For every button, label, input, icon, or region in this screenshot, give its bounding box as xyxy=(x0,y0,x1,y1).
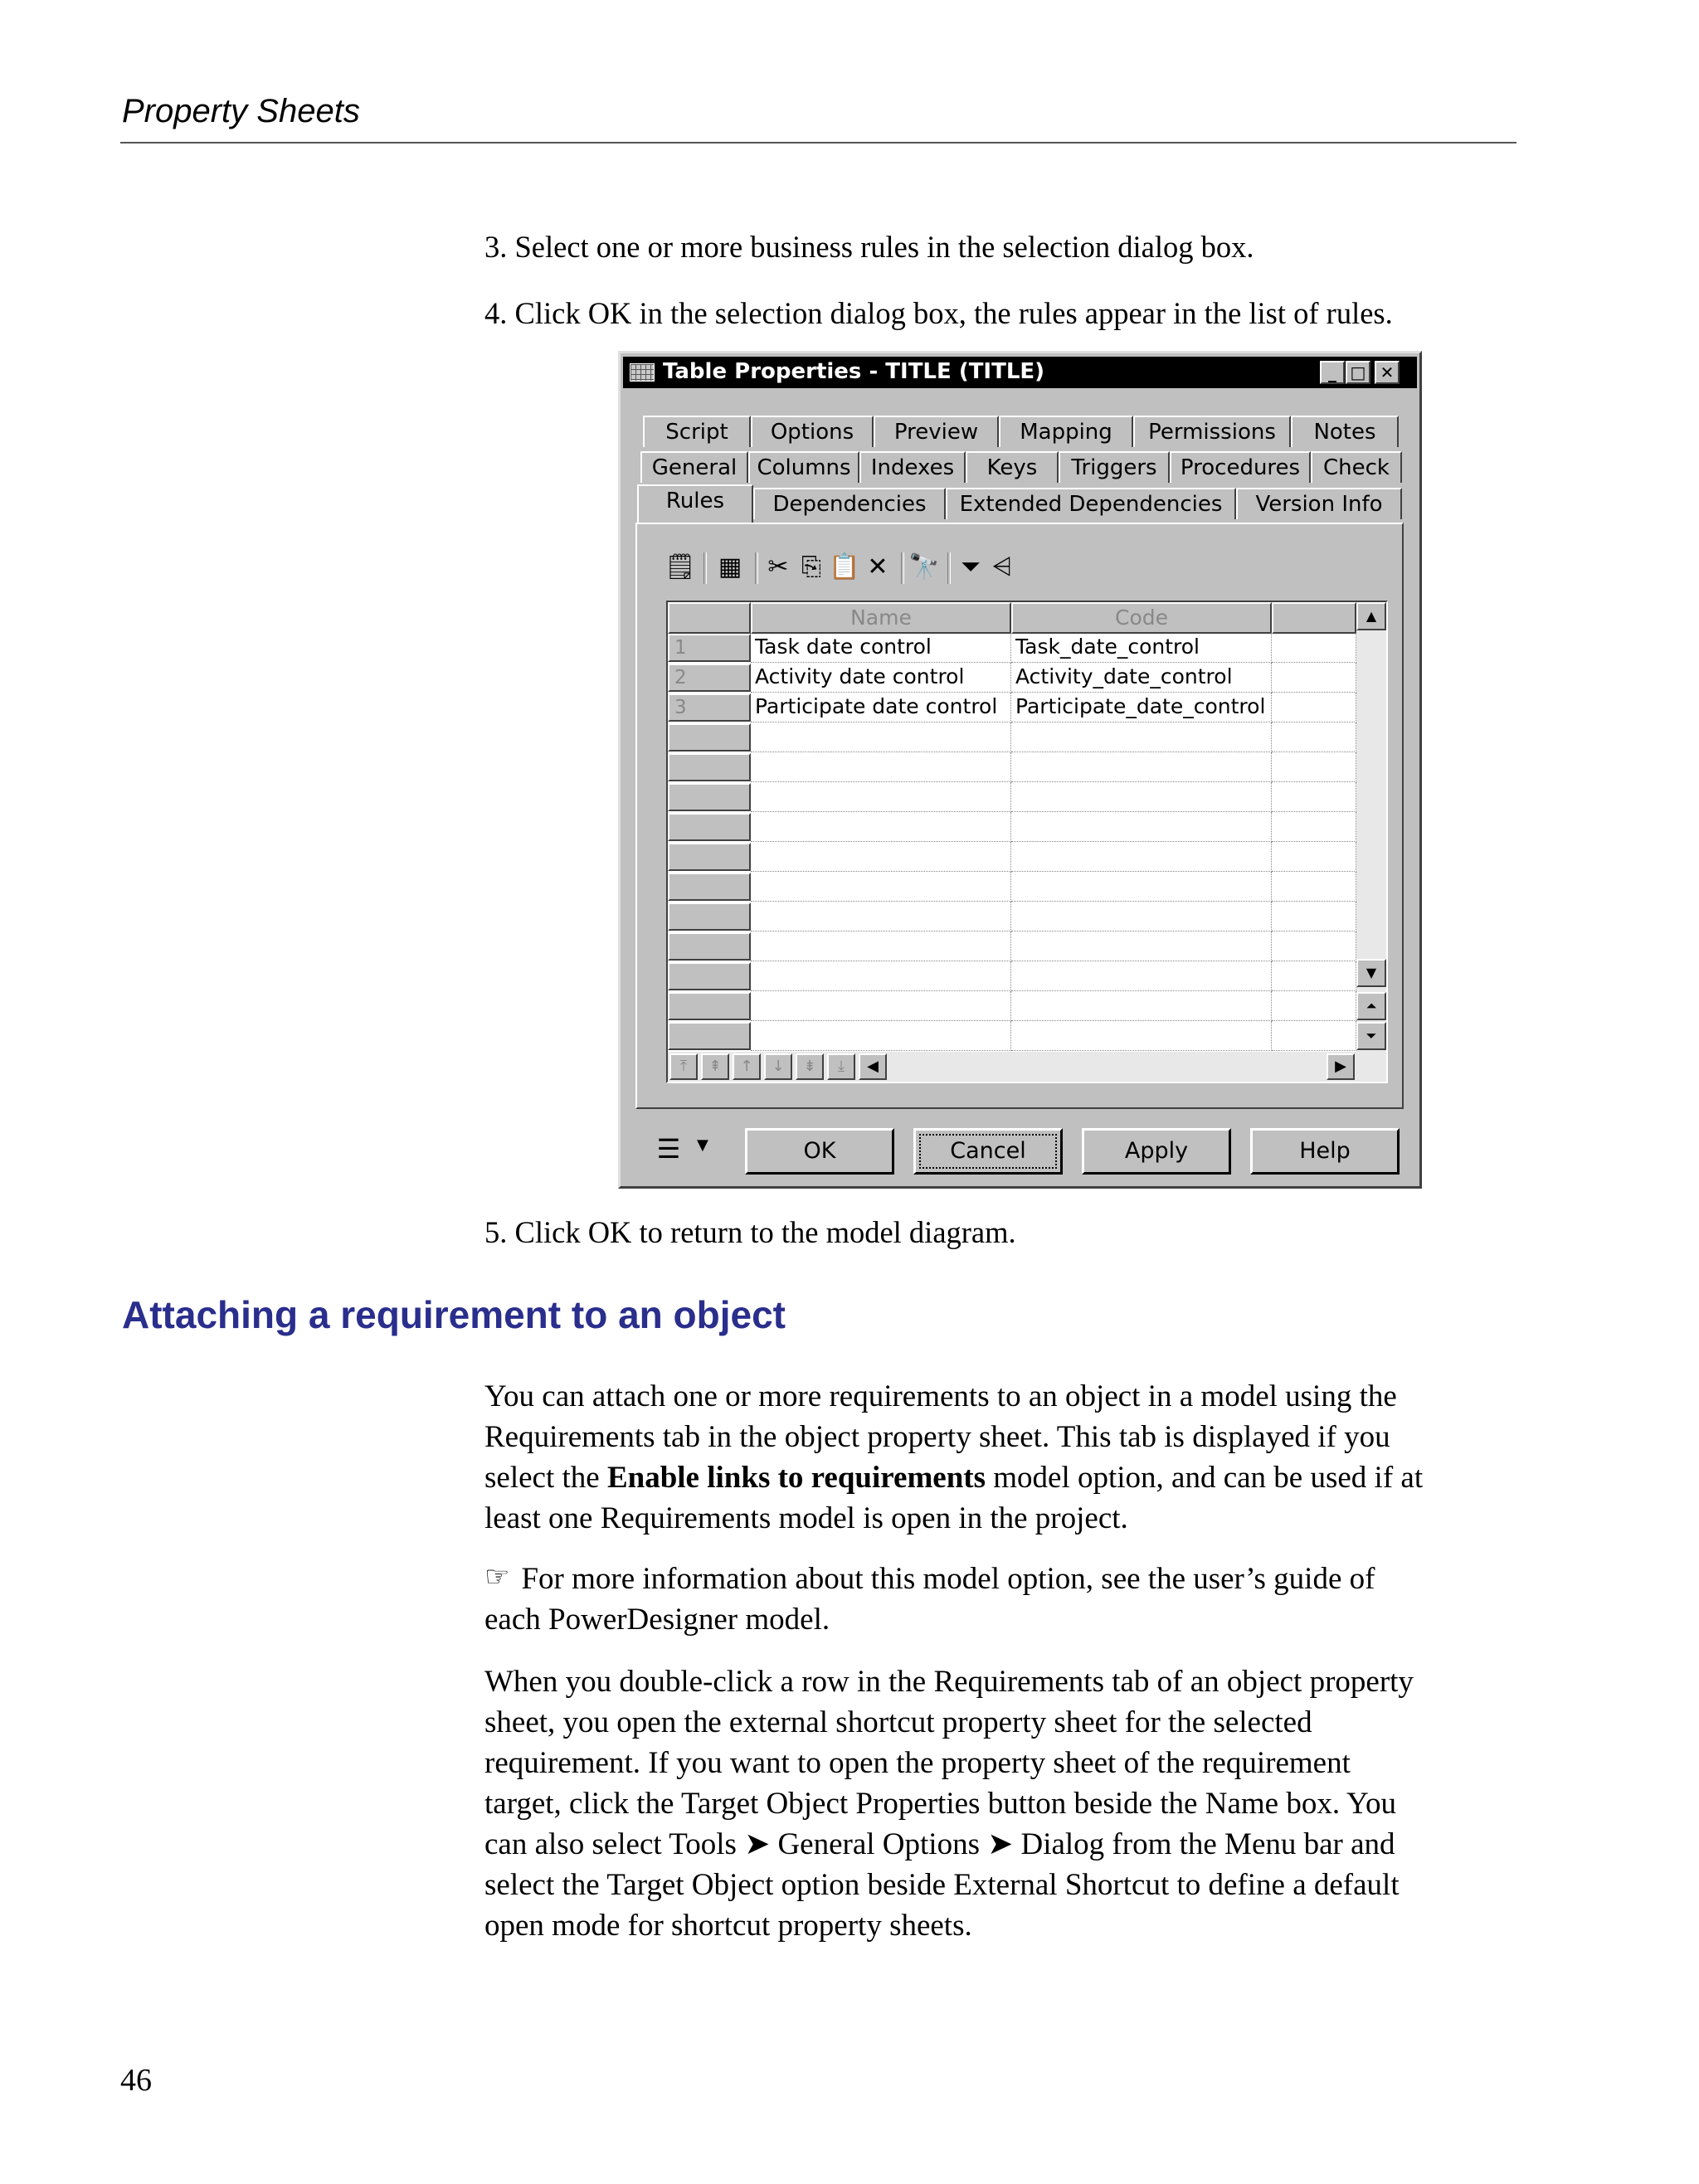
tab-indexes[interactable]: Indexes xyxy=(859,451,966,483)
cell-extra[interactable] xyxy=(1272,752,1356,782)
scroll-left-icon[interactable]: ◀ xyxy=(859,1053,887,1080)
cancel-button[interactable]: Cancel xyxy=(913,1128,1063,1175)
tab-triggers[interactable]: Triggers xyxy=(1059,451,1170,483)
running-header: Property Sheets xyxy=(122,93,360,129)
cell-code[interactable] xyxy=(1011,1021,1272,1051)
tab-script[interactable]: Script xyxy=(643,416,751,447)
cell-code[interactable] xyxy=(1011,842,1272,872)
cell-name[interactable] xyxy=(751,842,1011,872)
cut-icon[interactable]: ✂ xyxy=(767,552,789,581)
move-down-icon[interactable]: ↓ xyxy=(764,1053,792,1080)
tab-general[interactable]: General xyxy=(640,451,748,483)
scroll-up-icon[interactable]: ▲ xyxy=(1356,602,1386,630)
cell-extra[interactable] xyxy=(1272,842,1356,872)
apply-button[interactable]: Apply xyxy=(1082,1128,1231,1175)
header-rule xyxy=(120,142,1516,143)
cell-name[interactable] xyxy=(751,812,1011,842)
cell-code[interactable]: Activity_date_control xyxy=(1011,663,1272,693)
row-number[interactable] xyxy=(668,992,751,1020)
tab-permissions[interactable]: Permissions xyxy=(1133,416,1291,447)
filter-icon[interactable]: ⏷ xyxy=(961,552,981,581)
row-number[interactable] xyxy=(668,932,751,961)
cell-extra[interactable] xyxy=(1272,931,1356,961)
scroll-right-icon[interactable]: ▶ xyxy=(1327,1053,1355,1080)
cell-extra[interactable] xyxy=(1272,872,1356,902)
paste-icon[interactable]: 📋 xyxy=(829,552,860,581)
tab-check[interactable]: Check xyxy=(1311,451,1402,483)
cell-code[interactable] xyxy=(1011,931,1272,961)
cell-code[interactable] xyxy=(1011,902,1272,931)
cell-extra[interactable] xyxy=(1272,961,1356,991)
tab-mapping[interactable]: Mapping xyxy=(999,416,1133,447)
text-run: model option, and can be used if at xyxy=(986,1461,1424,1495)
maximize-button[interactable]: □ xyxy=(1346,361,1370,384)
tab-columns[interactable]: Columns xyxy=(748,451,859,483)
tab-notes[interactable]: Notes xyxy=(1291,416,1399,447)
text-line: You can attach one or more requirements to an object in a model using the xyxy=(484,1379,1397,1413)
find-icon[interactable]: 🔭 xyxy=(908,552,940,581)
step-3: 3. Select one or more business rules in the selection dialog box. xyxy=(484,230,1254,264)
cell-name[interactable]: Activity date control xyxy=(751,663,1011,693)
toolbar-separator xyxy=(901,552,904,584)
paragraph-double-click xyxy=(484,1661,1521,1946)
dialog-titlebar xyxy=(623,357,1417,388)
text-line: When you double-click a row in the Requirements tab of an object property xyxy=(484,1665,1414,1699)
row-number[interactable] xyxy=(668,873,751,901)
text-line: least one Requirements model is open in the project. xyxy=(484,1501,1128,1535)
grid-corner xyxy=(668,602,751,634)
text-line: target, click the Target Object Properties button beside the Name box. You xyxy=(484,1787,1396,1821)
cell-name[interactable] xyxy=(751,991,1011,1021)
move-bottom-icon[interactable]: ⤓ xyxy=(827,1053,855,1080)
move-top-icon[interactable]: ⤒ xyxy=(669,1053,698,1080)
close-button[interactable]: ✕ xyxy=(1375,361,1400,384)
row-number[interactable] xyxy=(668,753,751,781)
row-number[interactable] xyxy=(668,723,751,752)
copy-icon[interactable]: ⎘ xyxy=(801,552,821,581)
column-header-code[interactable]: Code xyxy=(1011,602,1272,634)
step-4: 4. Click OK in the selection dialog box, the rules appear in the list of rules. xyxy=(484,296,1393,330)
cell-name[interactable]: Participate date control xyxy=(751,693,1011,722)
text-line: requirement. If you want to open the property sheet of the requirement xyxy=(484,1746,1351,1780)
properties-icon[interactable]: 🗒 xyxy=(664,552,697,581)
cell-code[interactable]: Participate_date_control xyxy=(1011,693,1272,722)
pointing-hand-icon: ☞ xyxy=(484,1562,510,1593)
tab-dependencies[interactable]: Dependencies xyxy=(753,488,946,519)
move-up-icon[interactable]: ↑ xyxy=(733,1053,761,1080)
row-number[interactable] xyxy=(668,902,751,931)
page-number: 46 xyxy=(120,2063,152,2098)
cell-extra[interactable] xyxy=(1272,1021,1356,1051)
cell-name[interactable] xyxy=(751,1021,1011,1051)
cell-extra[interactable] xyxy=(1272,812,1356,842)
row-number[interactable] xyxy=(668,813,751,841)
dropdown-arrow-icon[interactable]: ▼ xyxy=(697,1136,708,1154)
text-run: select the xyxy=(484,1461,607,1495)
tab-version-info[interactable]: Version Info xyxy=(1236,488,1402,519)
delete-icon[interactable]: ✕ xyxy=(867,552,888,581)
grid-bottom-bar xyxy=(668,1052,1356,1082)
column-header-extra xyxy=(1272,602,1356,634)
paragraph-requirements-tab xyxy=(484,1376,1521,1539)
row-number[interactable]: 2 xyxy=(668,664,751,692)
cell-name[interactable] xyxy=(751,782,1011,812)
add-rows-icon[interactable]: ▦ xyxy=(718,552,742,581)
list-menu-icon[interactable]: ☰ xyxy=(656,1133,681,1165)
cell-name[interactable] xyxy=(751,902,1011,931)
move-page-up-icon[interactable]: ⇞ xyxy=(701,1053,729,1080)
vertical-scrollbar[interactable] xyxy=(1356,602,1386,1082)
table-properties-dialog xyxy=(618,351,1422,1189)
cell-extra[interactable] xyxy=(1272,722,1356,752)
cell-extra[interactable] xyxy=(1272,633,1356,663)
row-number[interactable]: 1 xyxy=(668,634,751,662)
table-app-icon xyxy=(630,363,655,382)
text-line: can also select Tools ➤ General Options ➤ Dialog from the Menu bar and xyxy=(484,1827,1395,1861)
cell-extra[interactable] xyxy=(1272,902,1356,931)
cell-code[interactable] xyxy=(1011,782,1272,812)
tab-keys[interactable]: Keys xyxy=(966,451,1059,483)
cell-name[interactable] xyxy=(751,722,1011,752)
cell-name[interactable] xyxy=(751,961,1011,991)
row-number[interactable] xyxy=(668,1022,751,1050)
scroll-top-icon[interactable]: ⏶ xyxy=(1356,992,1386,1020)
rules-grid[interactable] xyxy=(666,601,1388,1083)
text-line: select the Target Object option beside External Shortcut to define a default xyxy=(484,1868,1400,1902)
cell-extra[interactable] xyxy=(1272,991,1356,1021)
text-line: Requirements tab in the object property sheet. This tab is displayed if you xyxy=(484,1420,1390,1454)
tab-options[interactable]: Options xyxy=(751,416,874,447)
dialog-title: Table Properties - TITLE (TITLE) xyxy=(663,359,1045,384)
cell-extra[interactable] xyxy=(1272,782,1356,812)
cell-name[interactable] xyxy=(751,752,1011,782)
scroll-down-icon[interactable]: ▼ xyxy=(1356,959,1386,987)
cell-code[interactable] xyxy=(1011,961,1272,991)
minimize-button[interactable]: _ xyxy=(1320,361,1345,384)
text-line: each PowerDesigner model. xyxy=(484,1603,830,1637)
tab-preview[interactable]: Preview xyxy=(874,416,999,447)
text-run: For more information about this model option, see the user’s guide of xyxy=(521,1562,1375,1596)
cell-code[interactable] xyxy=(1011,722,1272,752)
cell-extra[interactable] xyxy=(1272,663,1356,693)
tab-rules[interactable]: Rules xyxy=(637,484,753,523)
row-number[interactable] xyxy=(668,783,751,811)
section-heading: Attaching a requirement to an object xyxy=(122,1293,786,1336)
filter-settings-icon[interactable]: ⩤ xyxy=(992,552,1012,581)
note-paragraph xyxy=(484,1557,1521,1640)
cell-code[interactable]: Task_date_control xyxy=(1011,633,1272,663)
row-number[interactable]: 3 xyxy=(668,693,751,722)
tab-extended-dependencies[interactable]: Extended Dependencies xyxy=(946,488,1236,519)
row-number[interactable] xyxy=(668,962,751,990)
text-line xyxy=(484,1557,1521,1599)
text-line: sheet, you open the external shortcut property sheet for the selected xyxy=(484,1705,1312,1739)
option-name-bold: Enable links to requirements xyxy=(606,1461,986,1495)
toolbar-separator xyxy=(703,552,707,584)
row-number[interactable] xyxy=(668,843,751,871)
scroll-bottom-icon[interactable]: ⏷ xyxy=(1356,1022,1386,1050)
cell-name[interactable] xyxy=(751,931,1011,961)
ok-button[interactable]: OK xyxy=(745,1128,894,1175)
column-header-name[interactable]: Name xyxy=(751,602,1011,634)
cell-code[interactable] xyxy=(1011,812,1272,842)
text-line: open mode for shortcut property sheets. xyxy=(484,1909,972,1943)
toolbar-separator xyxy=(755,552,758,584)
cell-code[interactable] xyxy=(1011,872,1272,902)
cell-name[interactable]: Task date control xyxy=(751,633,1011,663)
step-5: 5. Click OK to return to the model diagram. xyxy=(484,1215,1016,1249)
cell-extra[interactable] xyxy=(1272,693,1356,722)
help-button[interactable]: Help xyxy=(1250,1128,1400,1175)
move-page-down-icon[interactable]: ⇟ xyxy=(796,1053,824,1080)
text-line xyxy=(484,1457,1521,1498)
cell-name[interactable] xyxy=(751,872,1011,902)
cell-code[interactable] xyxy=(1011,752,1272,782)
toolbar-separator xyxy=(947,552,951,584)
cell-code[interactable] xyxy=(1011,991,1272,1021)
tab-procedures[interactable]: Procedures xyxy=(1170,451,1311,483)
